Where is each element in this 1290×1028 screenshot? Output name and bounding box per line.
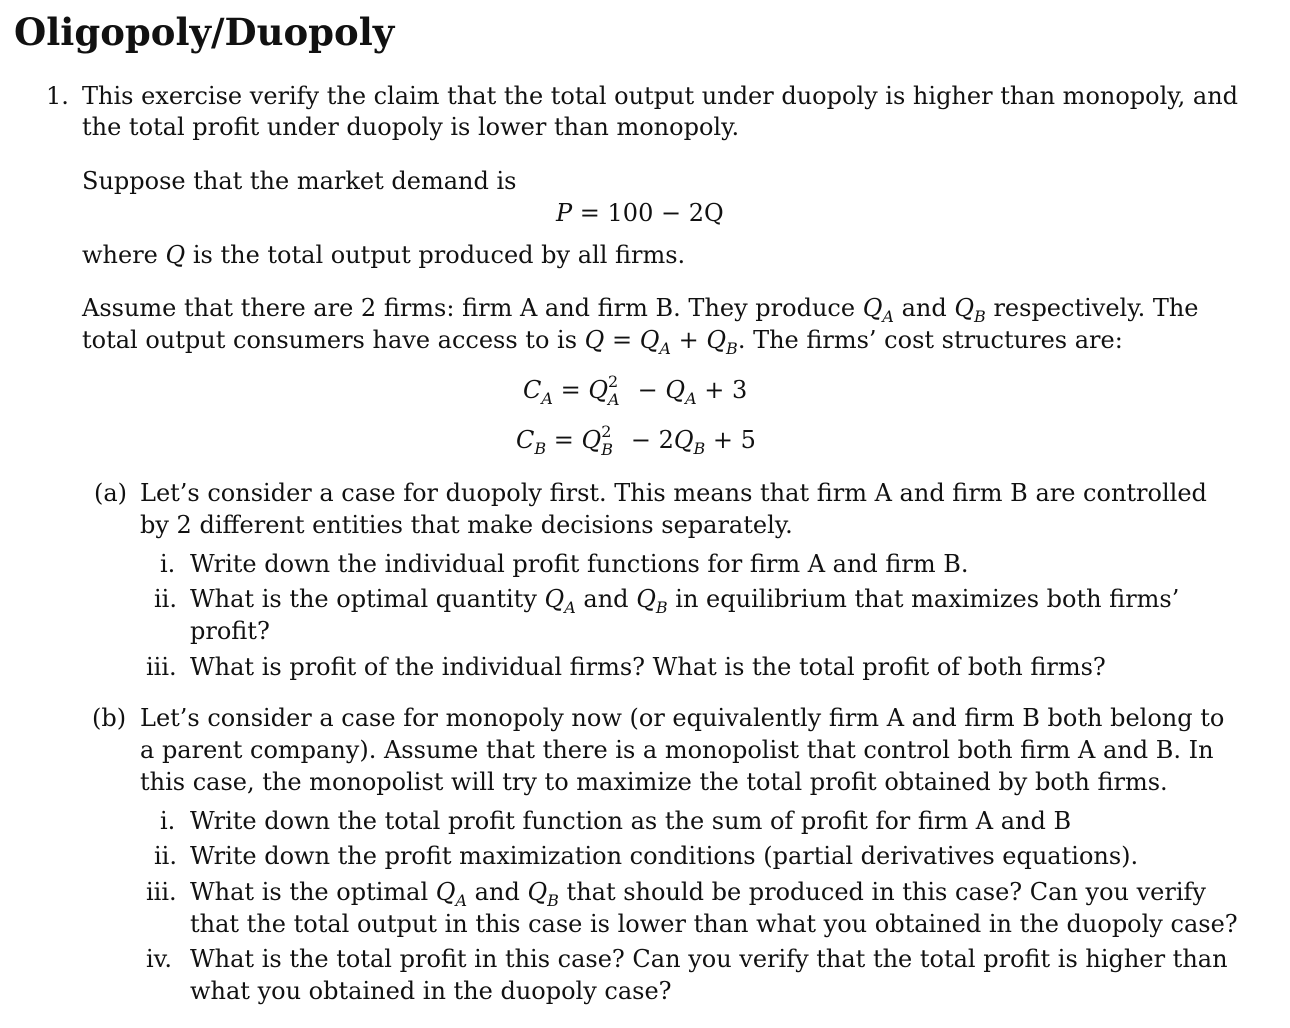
demand-intro: Suppose that the market demand is	[82, 167, 517, 195]
cost-equation-b: $C_B = Q$ 2 B − $2Q_B + 5$	[516, 422, 756, 459]
part-a-line-1: Let’s consider a case for duopoly first. This means that firm A and firm B are controlled	[140, 479, 1207, 507]
where-suffix: is the total output produced by all firms.	[192, 241, 686, 269]
total-q-eq: Q	[584, 326, 605, 354]
part-b-item-iii-line-1: What is the optimal $Q_A$ and $Q_B$ that should be produced in this case? Can you verify	[190, 878, 1206, 910]
part-b-line-2: a parent company). Assume that there is a monopolist that control both firm A and B. In	[140, 736, 1214, 764]
assume-text-c: total output consumers have access to is	[82, 326, 578, 354]
part-a-item-iii: What is profit of the individual firms? What is the total profit of both firms?	[190, 653, 1106, 681]
assume-text-b: respectively. The	[993, 294, 1199, 322]
part-a-item-i: Write down the individual profit functions for firm A and firm B.	[190, 550, 969, 578]
part-b-item-iii-line-2: that the total output in this case is lower than what you obtained in the duopoly case?	[190, 910, 1238, 938]
intro-line-1: This exercise verify the claim that the total output under duopoly is higher than monopoly, and	[82, 82, 1239, 110]
part-b-item-iv-label: iv.	[146, 945, 173, 973]
part-b-iii-text-a: What is the optimal	[190, 878, 429, 906]
assume-text-d: . The firms’ cost structures are:	[737, 326, 1123, 354]
problem-number: 1.	[46, 82, 69, 110]
assume-text-and: and	[901, 294, 947, 322]
part-b-item-iii-label: iii.	[146, 878, 177, 906]
demand-eq-rhs: = 100 − 2Q	[579, 199, 724, 227]
part-b-item-i: Write down the total profit function as the sum of profit for firm A and B	[190, 807, 1072, 835]
part-b-label: (b)	[92, 704, 127, 732]
part-a-line-2: by 2 different entities that make decisions separately.	[140, 511, 793, 539]
part-a-item-ii-line-1: What is the optimal quantity $Q_A$ and $Q_B$ in equilibrium that maximizes both firms’	[190, 585, 1180, 617]
where-var: Q	[165, 241, 186, 269]
intro-line-2: the total profit under duopoly is lower than monopoly.	[82, 113, 740, 141]
where-prefix: where	[82, 241, 158, 269]
part-b-iii-text-and: and	[474, 878, 520, 906]
var-qb: $Q_B$	[954, 294, 986, 326]
part-a-item-ii-label: ii.	[154, 585, 177, 613]
part-b-iii-text-b: that should be produced in this case? Can you verify	[566, 878, 1206, 906]
where-line	[82, 239, 685, 271]
assume-text-a: Assume that there are 2 firms: firm A and firm B. They produce	[82, 294, 856, 322]
cost-equation-a: $C_A = Q$ 2 A − $Q_A + 3$	[523, 372, 748, 409]
part-a-item-ii-line-2: profit?	[190, 617, 270, 645]
assume-line-1	[82, 292, 1199, 324]
assume-line-2: total output consumers have access to is $Q = Q_A + Q_B$. The firms’ cost structures are:	[82, 326, 1123, 358]
part-a-ii-text-and: and	[583, 585, 629, 613]
part-b-item-iv-line-2: what you obtained in the duopoly case?	[190, 977, 672, 1005]
part-a-item-iii-label: iii.	[146, 653, 177, 681]
part-b-line-3: this case, the monopolist will try to maximize the total profit obtained by both firms.	[140, 768, 1168, 796]
part-b-item-ii: Write down the profit maximization conditions (partial derivatives equations).	[190, 842, 1139, 870]
part-b-item-i-label: i.	[160, 807, 176, 835]
part-a-label: (a)	[94, 479, 128, 507]
page-title: Oligopoly/Duopoly	[14, 10, 395, 54]
part-a-ii-text-b: in equilibrium that maximizes both firms’	[675, 585, 1180, 613]
part-a-ii-text-a: What is the optimal quantity	[190, 585, 537, 613]
part-b-item-iv-line-1: What is the total profit in this case? Can you verify that the total profit is higher than	[190, 945, 1228, 973]
part-a-item-i-label: i.	[160, 550, 176, 578]
part-b-item-ii-label: ii.	[154, 842, 177, 870]
demand-eq-lhs: P	[556, 199, 573, 227]
var-qa: $Q_A$	[862, 294, 894, 326]
part-b-line-1: Let’s consider a case for monopoly now (or equivalently firm A and firm B both belong to	[140, 704, 1225, 732]
demand-equation	[556, 197, 724, 229]
